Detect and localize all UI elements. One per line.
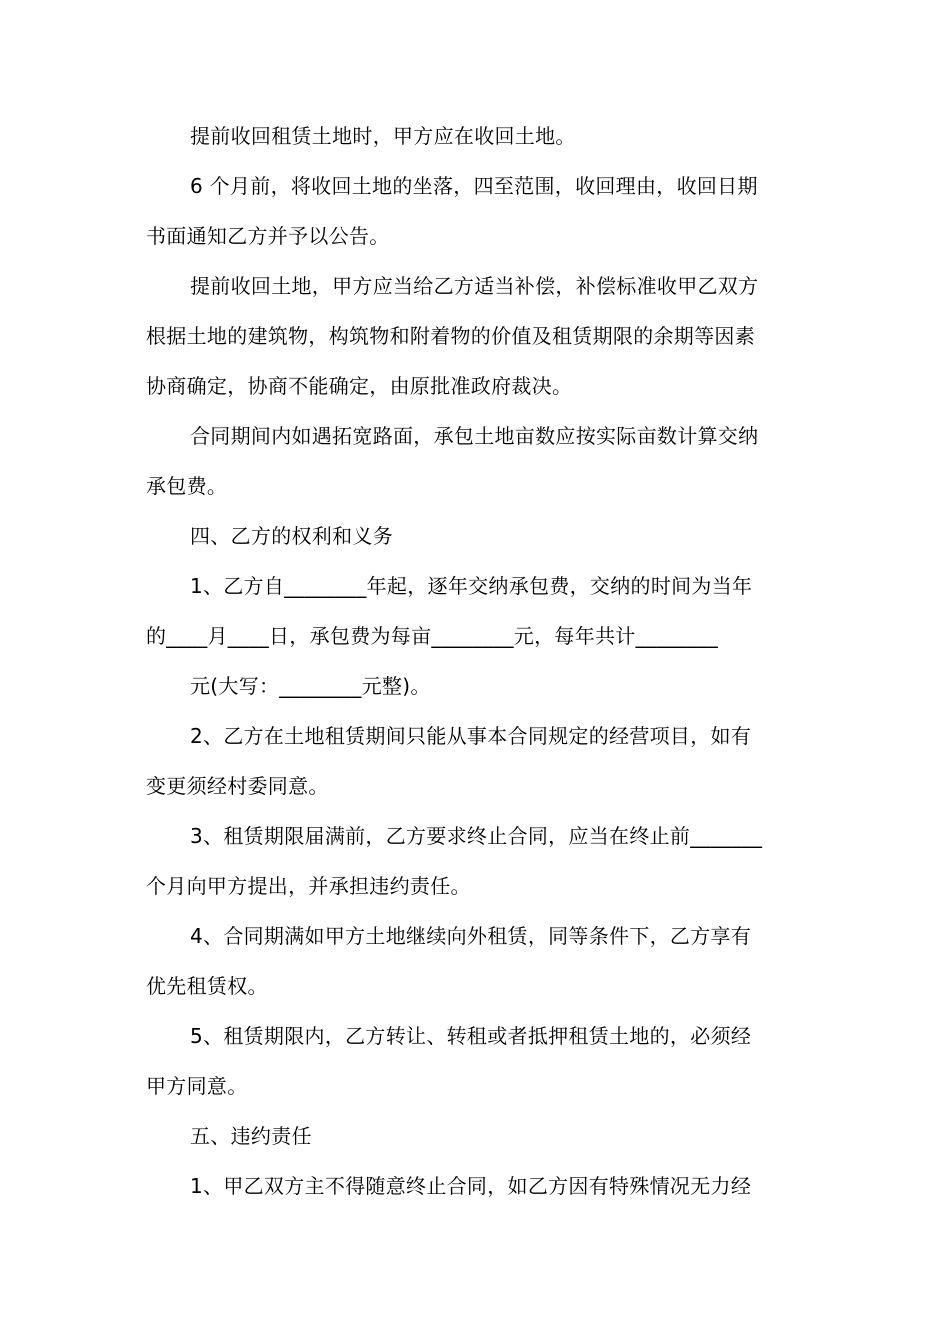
paragraph-line: 6 个月前，将收回土地的坐落，四至范围，收回理由，收回日期 bbox=[190, 174, 758, 198]
paragraph-line: 合同期间内如遇拓宽路面，承包土地亩数应按实际亩数计算交纳 bbox=[190, 424, 759, 448]
paragraph-line: 的____月____日，承包费为每亩________元，每年共计________ bbox=[146, 624, 718, 648]
paragraph-line: 甲方同意。 bbox=[146, 1074, 248, 1098]
paragraph-line: 提前收回土地，甲方应当给乙方适当补偿，补偿标准收甲乙双方 bbox=[190, 274, 759, 298]
paragraph-line: 根据土地的建筑物，构筑物和附着物的价值及租赁期限的余期等因素 bbox=[146, 324, 755, 348]
paragraph-line: 4、合同期满如甲方土地继续向外租赁，同等条件下，乙方享有 bbox=[190, 924, 752, 948]
paragraph-line: 个月向甲方提出，并承担违约责任。 bbox=[146, 874, 471, 898]
paragraph-line: 书面通知乙方并予以公告。 bbox=[146, 224, 390, 248]
paragraph-line: 优先租赁权。 bbox=[146, 974, 268, 998]
paragraph-line: 变更须经村委同意。 bbox=[146, 774, 329, 798]
paragraph-line: 5、租赁期限内，乙方转让、转租或者抵押租赁土地的，必须经 bbox=[190, 1024, 752, 1048]
section-heading: 五、违约责任 bbox=[190, 1124, 312, 1148]
paragraph-line: 提前收回租赁土地时，甲方应在收回土地。 bbox=[190, 124, 576, 148]
paragraph-line: 1、乙方自________年起，逐年交纳承包费，交纳的时间为当年 bbox=[190, 574, 753, 598]
paragraph-line: 承包费。 bbox=[146, 474, 228, 498]
paragraph-line: 元(大写：________元整)。 bbox=[190, 674, 431, 698]
paragraph-line: 2、乙方在土地租赁期间只能从事本合同规定的经营项目，如有 bbox=[190, 724, 752, 748]
paragraph-line: 协商确定，协商不能确定，由原批准政府裁决。 bbox=[146, 374, 573, 398]
section-heading: 四、乙方的权利和义务 bbox=[190, 524, 393, 548]
paragraph-line: 3、租赁期限届满前，乙方要求终止合同，应当在终止前_______ bbox=[190, 824, 763, 848]
paragraph-line: 1、甲乙双方主不得随意终止合同，如乙方因有特殊情况无力经 bbox=[190, 1174, 752, 1198]
